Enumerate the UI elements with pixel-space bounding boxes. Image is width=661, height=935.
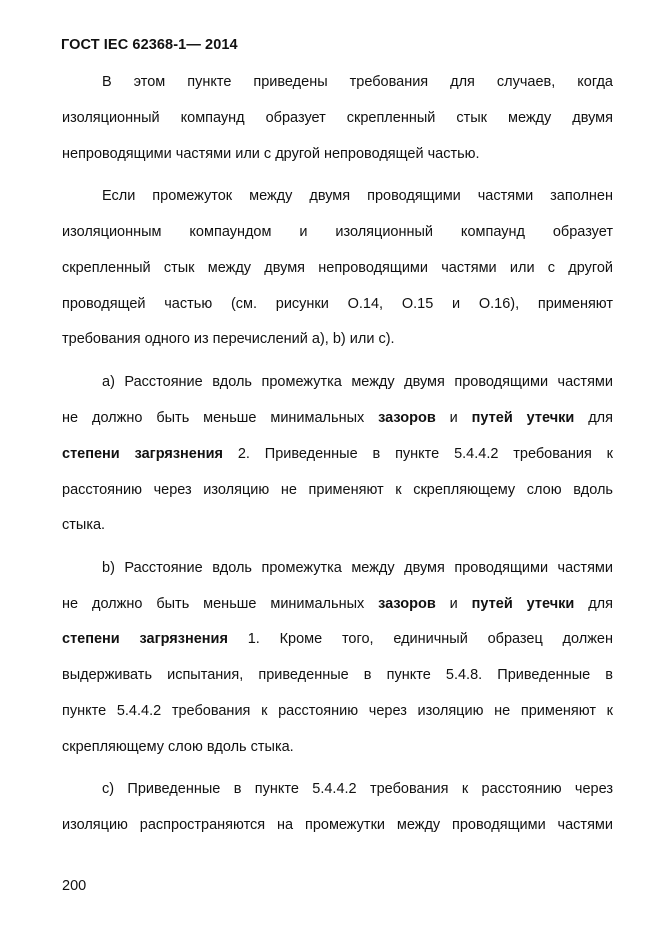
text-line: изоляцию распространяются на промежутки между проводящими частями (62, 817, 613, 833)
text-run: для (574, 410, 613, 426)
text-run: не должно быть меньше минимальных (62, 596, 379, 612)
text-line (62, 630, 613, 648)
text-line (62, 595, 613, 613)
text-run: и (435, 596, 472, 612)
text-line (62, 409, 613, 427)
text-line: проводящей частью (см. рисунки О.14, О.15 и О.16), применяют (62, 296, 613, 312)
term-pollution-degree: степени загрязнения (62, 446, 223, 462)
text-run: 1. Кроме того, единичный образец должен (227, 631, 613, 647)
text-run: 2. Приведенные в пункте 5.4.4.2 требования к (222, 446, 613, 462)
document-header: ГОСТ IEC 62368-1— 2014 (61, 37, 238, 53)
term-clearance: зазоров (378, 410, 436, 426)
text-line: расстоянию через изоляцию не применяют к скрепляющему слою вдоль (62, 482, 613, 498)
text-line: изоляционный компаунд образует скрепленный стык между двумя (62, 110, 613, 126)
text-line: скрепляющему слою вдоль стыка. (62, 739, 294, 755)
text-line: а) Расстояние вдоль промежутка между двумя проводящими частями (102, 374, 613, 390)
text-line: непроводящими частями или с другой непроводящей частью. (62, 146, 480, 162)
term-pollution-degree: степени загрязнения (62, 631, 228, 647)
term-clearance: зазоров (378, 596, 436, 612)
text-line: Если промежуток между двумя проводящими частями заполнен (102, 188, 613, 204)
text-line: пункте 5.4.4.2 требования к расстоянию через изоляцию не применяют к (62, 703, 613, 719)
text-line: выдерживать испытания, приведенные в пункте 5.4.8. Приведенные в (62, 667, 613, 683)
term-creepage: путей утечки (471, 410, 575, 426)
page-number: 200 (62, 878, 87, 894)
text-line: стыка. (62, 517, 106, 533)
text-line: В этом пункте приведены требования для случаев, когда (102, 74, 613, 90)
text-run: не должно быть меньше минимальных (62, 410, 379, 426)
text-line: с) Приведенные в пункте 5.4.4.2 требования к расстоянию через (102, 781, 613, 797)
text-line: требования одного из перечислений а), b) или с). (62, 331, 395, 347)
text-run: для (574, 596, 613, 612)
text-line: b) Расстояние вдоль промежутка между двумя проводящими частями (102, 560, 613, 576)
text-run: и (435, 410, 472, 426)
text-line (62, 445, 613, 463)
text-line: скрепленный стык между двумя непроводящими частями или с другой (62, 260, 613, 276)
text-line: изоляционным компаундом и изоляционный компаунд образует (62, 224, 613, 240)
term-creepage: путей утечки (471, 596, 575, 612)
